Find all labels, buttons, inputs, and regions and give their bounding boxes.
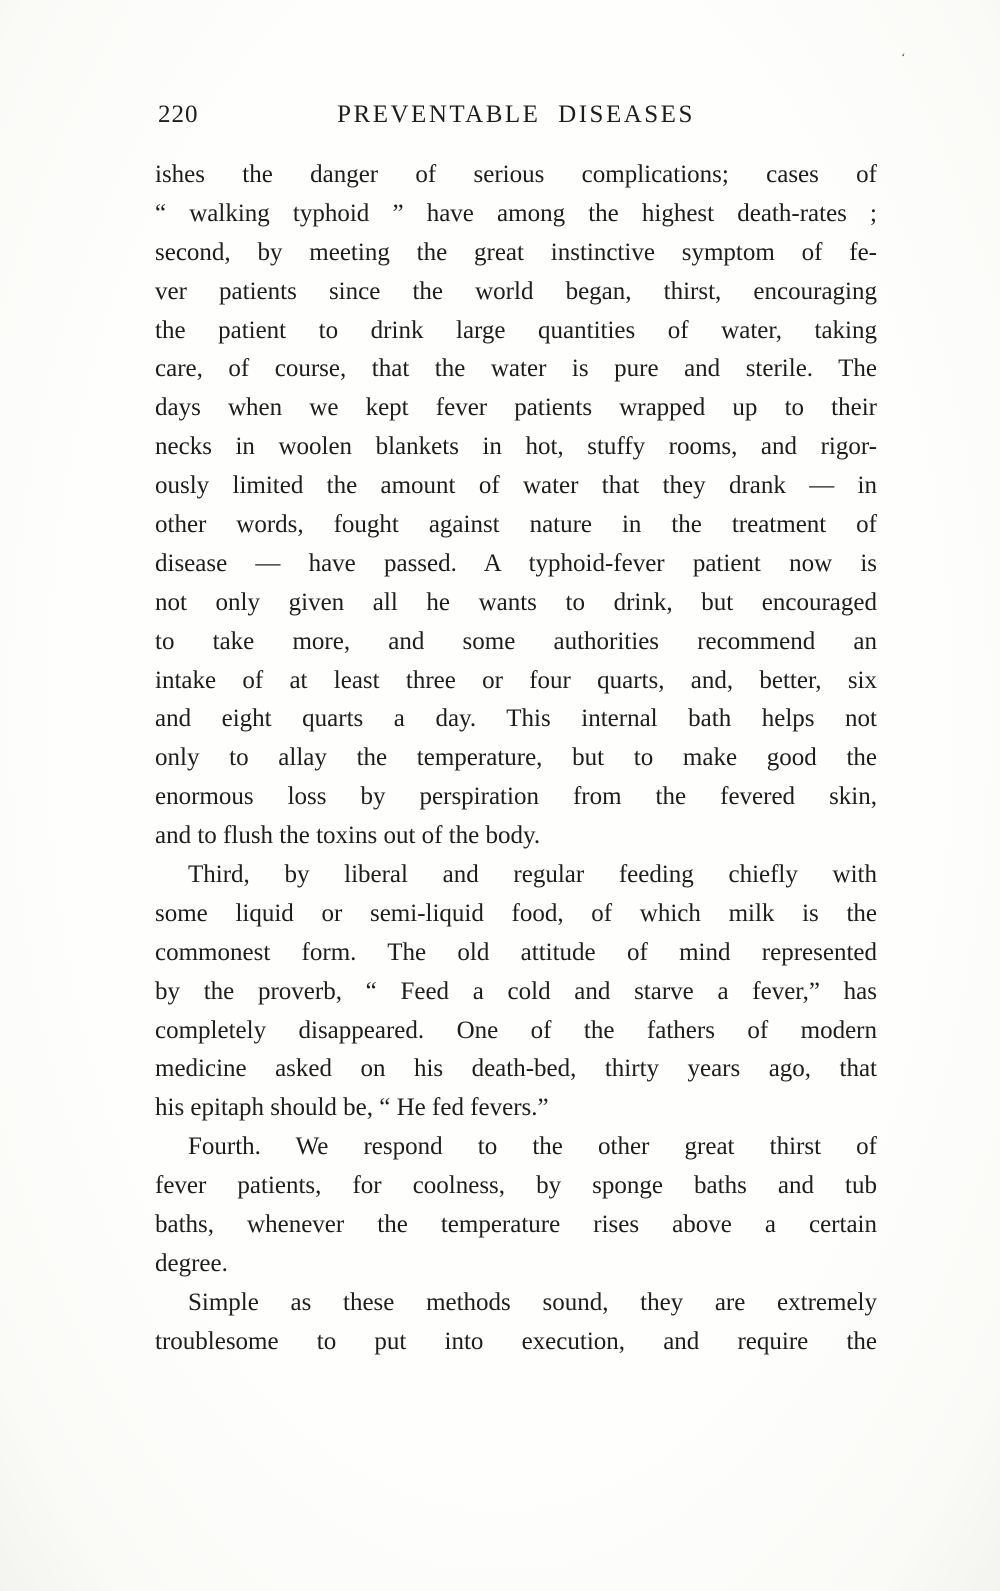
paragraph: [155, 156, 877, 856]
text-line: medicine asked on his death-bed, thirty years ago, that: [155, 1055, 877, 1083]
text-line: ishes the danger of serious complications; cases of: [155, 161, 877, 188]
text-line: some liquid or semi-liquid food, of which milk is the: [155, 899, 877, 927]
text-line: necks in woolen blankets in hot, stuffy rooms, and rigor-: [155, 433, 877, 461]
text-line: degree.: [155, 1249, 228, 1277]
text-line: intake of at least three or four quarts, and, better, six: [155, 666, 877, 694]
text-line: to take more, and some authorities recommend an: [155, 627, 877, 655]
text-line: Third, by liberal and regular feeding chiefly with: [188, 861, 877, 889]
print-artifact: ʻ: [900, 49, 907, 65]
text-line: Simple as these methods sound, they are extremely: [188, 1288, 877, 1316]
text-line: ver patients since the world began, thirst, encouraging: [155, 277, 877, 305]
text-line: enormous loss by perspiration from the fevered skin,: [155, 783, 877, 811]
running-title: PREVENTABLE DISEASES: [337, 101, 695, 128]
paragraph: [155, 856, 877, 1128]
text-line: fever patients, for coolness, by sponge baths and tub: [155, 1172, 877, 1200]
text-line: his epitaph should be, “ He fed fevers.”: [155, 1094, 549, 1122]
text-line: troublesome to put into execution, and require the: [155, 1327, 877, 1355]
text-line: not only given all he wants to drink, but encouraged: [155, 588, 877, 616]
text-line: “ walking typhoid ” have among the highest death-rates ;: [155, 199, 877, 227]
page-header: [155, 101, 877, 135]
text-line: other words, fought against nature in the treatment of: [155, 511, 877, 539]
text-line: Fourth. We respond to the other great thirst of: [188, 1133, 877, 1161]
text-line: the patient to drink large quantities of water, taking: [155, 316, 877, 344]
text-line: days when we kept fever patients wrapped up to their: [155, 394, 877, 422]
text-line: disease — have passed. A typhoid-fever patient now is: [155, 549, 877, 577]
paragraph: [155, 1284, 877, 1362]
text-line: and eight quarts a day. This internal bath helps not: [155, 705, 877, 733]
text-line: second, by meeting the great instinctive symptom of fe-: [155, 238, 877, 266]
page-number: 220: [158, 101, 199, 128]
body-text: [155, 156, 877, 1362]
text-line: baths, whenever the temperature rises above a certain: [155, 1211, 877, 1239]
text-line: completely disappeared. One of the fathers of modern: [155, 1016, 877, 1044]
text-line: ously limited the amount of water that they drank — in: [155, 472, 877, 500]
text-line: and to flush the toxins out of the body.: [155, 822, 541, 850]
text-line: only to allay the temperature, but to make good the: [155, 744, 877, 772]
text-line: care, of course, that the water is pure and sterile. The: [155, 355, 877, 383]
text-line: by the proverb, “ Feed a cold and starve a fever,” has: [155, 977, 877, 1005]
paragraph: [155, 1128, 877, 1284]
text-line: commonest form. The old attitude of mind represented: [155, 938, 877, 966]
